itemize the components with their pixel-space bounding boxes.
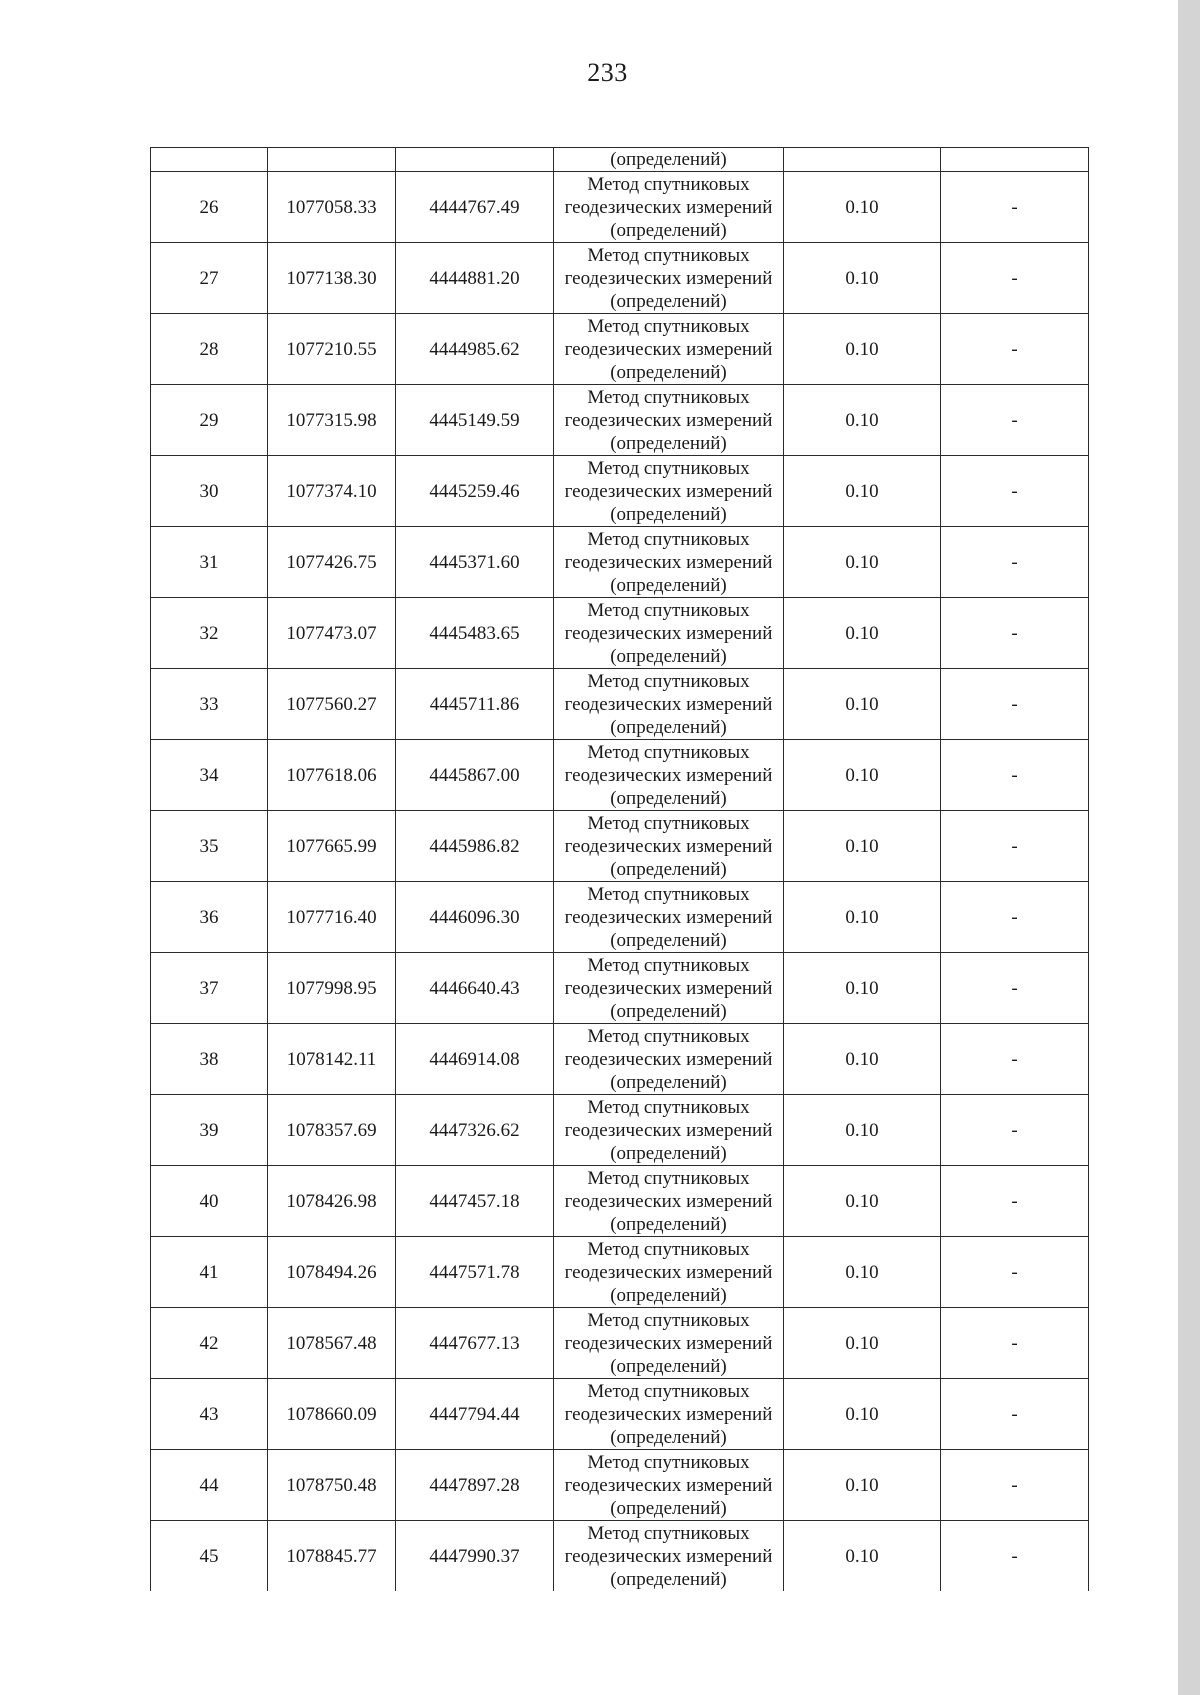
cell-x: 1077716.40 — [268, 882, 396, 953]
cell-point-number: 44 — [151, 1450, 268, 1521]
table-row — [151, 385, 1089, 456]
cell-note: - — [941, 953, 1089, 1024]
cell-point-number: 29 — [151, 385, 268, 456]
cell-note: - — [941, 1166, 1089, 1237]
cell-method — [554, 1450, 784, 1521]
cell-method — [554, 1166, 784, 1237]
cell-y: 4447897.28 — [396, 1450, 554, 1521]
table-row — [151, 1379, 1089, 1450]
cell-accuracy: 0.10 — [784, 314, 941, 385]
cell-note: - — [941, 456, 1089, 527]
cell-accuracy: 0.10 — [784, 172, 941, 243]
cell-accuracy: 0.10 — [784, 385, 941, 456]
cell-x: 1077426.75 — [268, 527, 396, 598]
cell-point-number — [151, 148, 268, 172]
method-line: Метод спутниковых — [587, 315, 750, 337]
cell-point-number: 31 — [151, 527, 268, 598]
method-line: геодезических измерений — [564, 1261, 773, 1283]
cell-x: 1077618.06 — [268, 740, 396, 811]
cell-method — [554, 598, 784, 669]
cell-note: - — [941, 314, 1089, 385]
cell-x: 1078357.69 — [268, 1095, 396, 1166]
cell-x: 1077374.10 — [268, 456, 396, 527]
cell-y: 4446096.30 — [396, 882, 554, 953]
method-line: Метод спутниковых — [587, 1380, 750, 1402]
method-line: Метод спутниковых — [587, 1025, 750, 1047]
cell-accuracy: 0.10 — [784, 1024, 941, 1095]
method-line: Метод спутниковых — [587, 1309, 750, 1331]
method-line: (определений) — [610, 1213, 727, 1235]
table-row — [151, 811, 1089, 882]
table-row — [151, 669, 1089, 740]
cell-note: - — [941, 1237, 1089, 1308]
method-line: геодезических измерений — [564, 622, 773, 644]
method-line: (определений) — [610, 645, 727, 667]
cell-y: 4446914.08 — [396, 1024, 554, 1095]
method-line: (определений) — [610, 1355, 727, 1377]
cell-method — [554, 1095, 784, 1166]
method-line: геодезических измерений — [564, 1332, 773, 1354]
cell-method — [554, 882, 784, 953]
method-line: Метод спутниковых — [587, 812, 750, 834]
cell-x: 1078426.98 — [268, 1166, 396, 1237]
cell-x: 1077315.98 — [268, 385, 396, 456]
cell-y: 4444767.49 — [396, 172, 554, 243]
cell-point-number: 43 — [151, 1379, 268, 1450]
method-line: геодезических измерений — [564, 267, 773, 289]
method-line: Метод спутниковых — [587, 386, 750, 408]
cell-x: 1077665.99 — [268, 811, 396, 882]
cell-method — [554, 1379, 784, 1450]
method-line: Метод спутниковых — [587, 1238, 750, 1260]
cell-y: 4447326.62 — [396, 1095, 554, 1166]
method-line: (определений) — [610, 432, 727, 454]
cell-point-number: 28 — [151, 314, 268, 385]
cell-y: 4447990.37 — [396, 1521, 554, 1592]
cell-accuracy: 0.10 — [784, 1166, 941, 1237]
cell-point-number: 30 — [151, 456, 268, 527]
method-line: геодезических измерений — [564, 835, 773, 857]
method-line: геодезических измерений — [564, 551, 773, 573]
cell-accuracy: 0.10 — [784, 740, 941, 811]
cell-point-number: 39 — [151, 1095, 268, 1166]
cell-point-number: 37 — [151, 953, 268, 1024]
method-line: геодезических измерений — [564, 338, 773, 360]
cell-point-number: 36 — [151, 882, 268, 953]
table-row — [151, 314, 1089, 385]
cell-note: - — [941, 740, 1089, 811]
cell-point-number: 41 — [151, 1237, 268, 1308]
method-line: геодезических измерений — [564, 1474, 773, 1496]
method-line: Метод спутниковых — [587, 1167, 750, 1189]
cell-y: 4445483.65 — [396, 598, 554, 669]
cell-note: - — [941, 172, 1089, 243]
cell-y: 4445867.00 — [396, 740, 554, 811]
cell-point-number: 40 — [151, 1166, 268, 1237]
cell-method — [554, 1521, 784, 1592]
method-line: геодезических измерений — [564, 1403, 773, 1425]
cell-method — [554, 385, 784, 456]
cell-accuracy: 0.10 — [784, 1095, 941, 1166]
cell-point-number: 26 — [151, 172, 268, 243]
method-line: (определений) — [610, 787, 727, 809]
cell-note: - — [941, 598, 1089, 669]
cell-point-number: 34 — [151, 740, 268, 811]
method-line: геодезических измерений — [564, 977, 773, 999]
cell-note: - — [941, 669, 1089, 740]
method-line: (определений) — [610, 503, 727, 525]
cell-y: 4446640.43 — [396, 953, 554, 1024]
cell-x: 1077210.55 — [268, 314, 396, 385]
table-row — [151, 1166, 1089, 1237]
cell-y: 4447677.13 — [396, 1308, 554, 1379]
cell-method — [554, 527, 784, 598]
cell-accuracy — [784, 148, 941, 172]
cell-accuracy: 0.10 — [784, 527, 941, 598]
method-line: Метод спутниковых — [587, 741, 750, 763]
cell-point-number: 45 — [151, 1521, 268, 1592]
cell-note: - — [941, 243, 1089, 314]
table-row — [151, 527, 1089, 598]
table-row — [151, 1024, 1089, 1095]
cell-accuracy: 0.10 — [784, 1308, 941, 1379]
table-row — [151, 1450, 1089, 1521]
method-line: (определений) — [610, 1000, 727, 1022]
method-line: (определений) — [610, 219, 727, 241]
cell-method — [554, 1237, 784, 1308]
cell-x: 1078142.11 — [268, 1024, 396, 1095]
method-line: Метод спутниковых — [587, 244, 750, 266]
cell-y: 4447457.18 — [396, 1166, 554, 1237]
cell-accuracy: 0.10 — [784, 456, 941, 527]
cell-accuracy: 0.10 — [784, 243, 941, 314]
cell-point-number: 35 — [151, 811, 268, 882]
cell-point-number: 27 — [151, 243, 268, 314]
method-line: (определений) — [610, 716, 727, 738]
cell-method — [554, 1024, 784, 1095]
cell-accuracy: 0.10 — [784, 1521, 941, 1592]
method-line: геодезических измерений — [564, 1048, 773, 1070]
cell-x: 1077473.07 — [268, 598, 396, 669]
cell-x: 1077998.95 — [268, 953, 396, 1024]
cell-note: - — [941, 882, 1089, 953]
method-line: Метод спутниковых — [587, 1522, 750, 1544]
method-line: Метод спутниковых — [587, 599, 750, 621]
cell-method — [554, 811, 784, 882]
cell-y: 4445259.46 — [396, 456, 554, 527]
cell-x: 1077138.30 — [268, 243, 396, 314]
cell-accuracy: 0.10 — [784, 598, 941, 669]
method-line: геодезических измерений — [564, 1119, 773, 1141]
cell-method: (определений) — [554, 148, 784, 172]
cell-x: 1078494.26 — [268, 1237, 396, 1308]
cell-x: 1078845.77 — [268, 1521, 396, 1592]
cell-accuracy: 0.10 — [784, 1237, 941, 1308]
cell-accuracy: 0.10 — [784, 811, 941, 882]
method-line: геодезических измерений — [564, 693, 773, 715]
table-row — [151, 243, 1089, 314]
method-line: геодезических измерений — [564, 196, 773, 218]
table-row — [151, 1237, 1089, 1308]
cell-y: 4445711.86 — [396, 669, 554, 740]
method-line: (определений) — [610, 1284, 727, 1306]
table-row — [151, 172, 1089, 243]
scan-edge-shadow — [1178, 0, 1200, 1695]
cell-accuracy: 0.10 — [784, 953, 941, 1024]
cell-note: - — [941, 1521, 1089, 1592]
table-row — [151, 1095, 1089, 1166]
method-line: (определений) — [610, 858, 727, 880]
method-line: Метод спутниковых — [587, 457, 750, 479]
method-line: Метод спутниковых — [587, 1096, 750, 1118]
cell-accuracy: 0.10 — [784, 1379, 941, 1450]
method-line: (определений) — [610, 1497, 727, 1519]
cell-accuracy: 0.10 — [784, 1450, 941, 1521]
method-line: Метод спутниковых — [587, 1451, 750, 1473]
cell-note: - — [941, 811, 1089, 882]
method-line: геодезических измерений — [564, 764, 773, 786]
table-row — [151, 953, 1089, 1024]
method-line: (определений) — [610, 1071, 727, 1093]
cell-y: 4445986.82 — [396, 811, 554, 882]
method-line: (определений) — [610, 929, 727, 951]
table-row — [151, 456, 1089, 527]
cell-note: - — [941, 1308, 1089, 1379]
cell-y: 4444985.62 — [396, 314, 554, 385]
cell-method — [554, 243, 784, 314]
cell-x: 1078750.48 — [268, 1450, 396, 1521]
method-line: (определений) — [610, 574, 727, 596]
method-line: геодезических измерений — [564, 1545, 773, 1567]
method-line: геодезических измерений — [564, 1190, 773, 1212]
method-line: (определений) — [610, 1568, 727, 1590]
cell-note: - — [941, 527, 1089, 598]
table-row — [151, 740, 1089, 811]
cell-method — [554, 456, 784, 527]
table-row — [151, 882, 1089, 953]
cell-point-number: 38 — [151, 1024, 268, 1095]
cell-method — [554, 172, 784, 243]
table-row — [151, 1308, 1089, 1379]
method-line: (определений) — [610, 1142, 727, 1164]
cell-method — [554, 669, 784, 740]
continuation-row — [151, 148, 1089, 172]
method-line: Метод спутниковых — [587, 173, 750, 195]
method-line: Метод спутниковых — [587, 883, 750, 905]
coordinates-table-body — [151, 148, 1089, 1592]
cell-note: - — [941, 1450, 1089, 1521]
cell-accuracy: 0.10 — [784, 669, 941, 740]
coordinates-table — [150, 147, 1089, 1591]
method-line: Метод спутниковых — [587, 528, 750, 550]
method-line: геодезических измерений — [564, 906, 773, 928]
cell-point-number: 32 — [151, 598, 268, 669]
cell-y: 4447571.78 — [396, 1237, 554, 1308]
method-line: геодезических измерений — [564, 409, 773, 431]
cell-x: 1077058.33 — [268, 172, 396, 243]
cell-x: 1078660.09 — [268, 1379, 396, 1450]
cell-note: - — [941, 385, 1089, 456]
cell-note: - — [941, 1379, 1089, 1450]
cell-y: 4445371.60 — [396, 527, 554, 598]
cell-note — [941, 148, 1089, 172]
method-line: (определений) — [610, 1426, 727, 1448]
cell-note: - — [941, 1024, 1089, 1095]
cell-accuracy: 0.10 — [784, 882, 941, 953]
cell-method — [554, 953, 784, 1024]
cell-method — [554, 740, 784, 811]
page-number: 233 — [587, 58, 628, 87]
cell-point-number: 33 — [151, 669, 268, 740]
method-line: геодезических измерений — [564, 480, 773, 502]
table-row — [151, 1521, 1089, 1592]
cell-method — [554, 1308, 784, 1379]
cell-y: 4445149.59 — [396, 385, 554, 456]
cell-x — [268, 148, 396, 172]
method-line: (определений) — [610, 361, 727, 383]
cell-note: - — [941, 1095, 1089, 1166]
method-line: (определений) — [610, 290, 727, 312]
cell-y: 4447794.44 — [396, 1379, 554, 1450]
cell-point-number: 42 — [151, 1308, 268, 1379]
cell-x: 1078567.48 — [268, 1308, 396, 1379]
cell-y: 4444881.20 — [396, 243, 554, 314]
table-row — [151, 598, 1089, 669]
cell-x: 1077560.27 — [268, 669, 396, 740]
cell-y — [396, 148, 554, 172]
cell-method — [554, 314, 784, 385]
method-line: Метод спутниковых — [587, 670, 750, 692]
method-line: Метод спутниковых — [587, 954, 750, 976]
